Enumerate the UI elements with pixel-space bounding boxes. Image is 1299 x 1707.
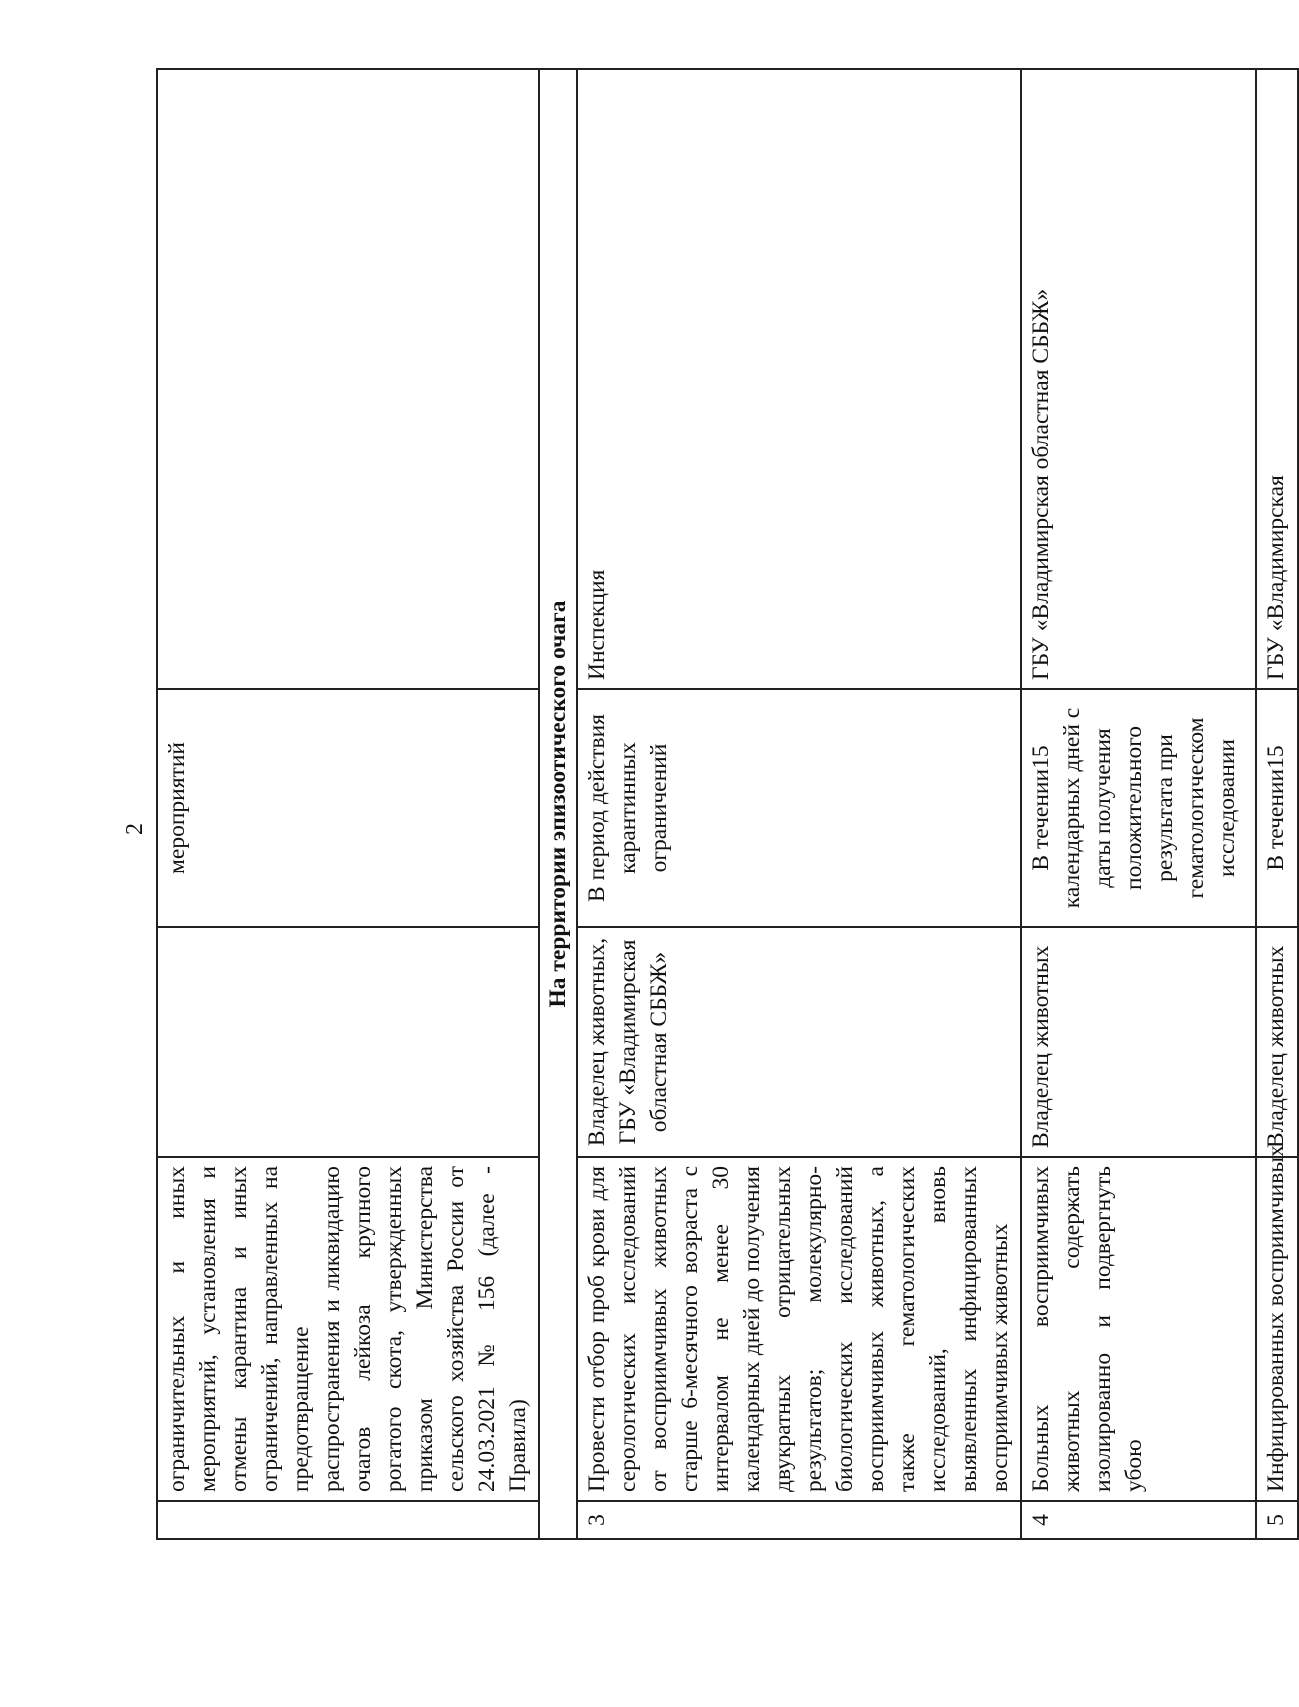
cell-responsible — [157, 927, 539, 1157]
cell-measure: Инфицированных восприимчивых — [1256, 1157, 1298, 1501]
cell-control: ГБУ «Владимирская областная СББЖ» — [1021, 69, 1256, 689]
cell-control — [157, 69, 539, 689]
section-header-row — [539, 69, 577, 1539]
cell-number — [157, 1501, 539, 1539]
cell-deadline: В течении15 — [1256, 689, 1298, 927]
table-row-continued — [157, 69, 539, 1539]
cell-deadline: В течении15 календарных дней с даты получения положительного результата при гематологическом исследовании — [1021, 689, 1256, 927]
cell-deadline: мероприятий — [157, 689, 539, 927]
cell-measure: ограничительных и иных мероприятий, установления и отмены карантина и иных ограничений, направленных на предотвращение распространения и ликвидацию очагов лейкоза крупного рогатого скота, утвержденных приказом Министерства сельского хозяйства России от 24.03.2021 № 156 (далее - Правила) — [157, 1157, 539, 1501]
cell-responsible: Владелец животных — [1021, 927, 1256, 1157]
cell-deadline: В период действия карантинных ограничений — [577, 689, 1021, 927]
cell-responsible: Владелец животных, ГБУ «Владимирская областная СББЖ» — [577, 927, 1021, 1157]
measures-table — [156, 68, 1299, 1540]
table-row — [1256, 69, 1298, 1539]
table-row — [577, 69, 1021, 1539]
table-row — [1021, 69, 1256, 1539]
cell-measure: Больных восприимчивых животных содержать изолированно и подвергнуть убою — [1021, 1157, 1256, 1501]
cell-responsible: Владелец животных — [1256, 927, 1298, 1157]
section-title: На территории эпизоотического очага — [539, 69, 577, 1539]
rotated-page-content — [110, 70, 1289, 1540]
page-number: 2 — [122, 823, 148, 835]
cell-number: 3 — [577, 1501, 1021, 1539]
cell-measure: Провести отбор проб крови для серологических исследований от восприимчивых животных старше 6-месячного возраста с интервалом не менее 30 календарных дней до получения двукратных отрицательных результатов; молекулярно-биологических исследований восприимчивых животных, а также гематологических исследований, вновь выявленных инфицированных восприимчивых животных — [577, 1157, 1021, 1501]
cell-control: ГБУ «Владимирская — [1256, 69, 1298, 689]
cell-number: 5 — [1256, 1501, 1298, 1539]
cell-number: 4 — [1021, 1501, 1256, 1539]
cell-control: Инспекция — [577, 69, 1021, 689]
